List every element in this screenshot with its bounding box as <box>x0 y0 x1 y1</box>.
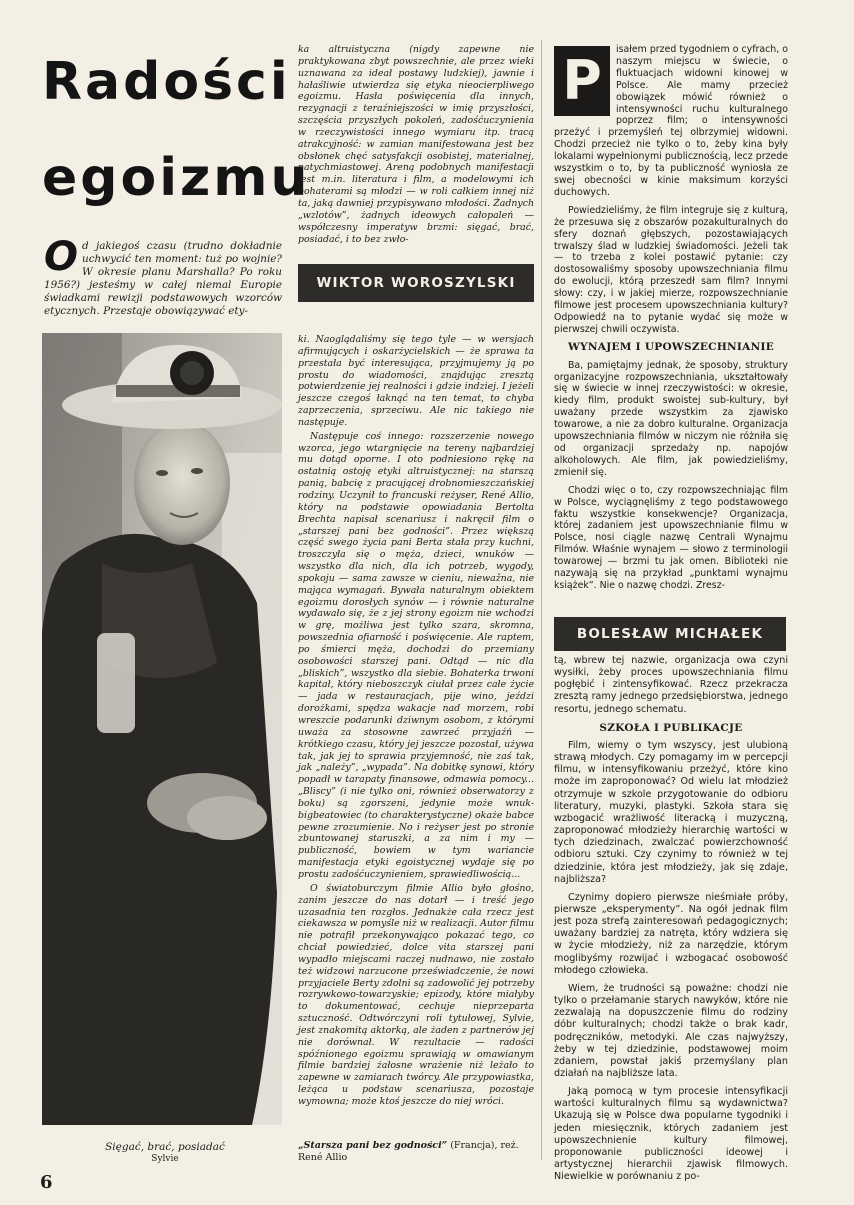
column-3-paragraph: Ba, pamiętajmy jednak, że sposoby, struktury organizacyjne rozpowszechniania, ukształtowały się w świecie w innej rzeczywistości: w okresie, kiedy film, produkt swoistej sub-kultury, był uważany przede wszystkim za zjawisko towarowe, a nie za dobro kulturalne. Organizacja upowszechniania filmów w niczym nie różniła się od organizacji sprzedaży np. napojów alkoholowych. Ale film, jak powiedzieliśmy, zmienił się. <box>554 359 788 478</box>
article-photo <box>42 333 282 1125</box>
column-3-paragraph: Powiedzieliśmy, że film integruje się z kulturą, że przesuwa się z obszarów pozakulturalnych do sfery doznań głębszych, pozostawiających trwalszy ślad w ludzkiej świadomości. Jeżeli tak — to trzeba z kolei postawić pytanie: czy dostosowaliśmy sposoby upowszechniania filmu do ewolucji, którą przeszedł sam film? Innymi słowy: czy, i w jakiej mierze, rozpowszechnianie filmowe jest procesem upowszechniania kultury? Odpowiedź na to pytanie wydać się może w pierwszej chwili oczywista. <box>554 204 788 335</box>
elderly-woman-photo <box>42 333 282 1125</box>
headline-line-2: egoizmu <box>42 148 311 208</box>
intro-drop-cap: O <box>44 234 79 280</box>
column-3-paragraph: Chodzi więc o to, czy rozpowszechniając film w Polsce, wyciągnęliśmy z tego podstawowego faktu wszystkie konsekwencje? Organizacja, której zadaniem jest upowszechnianie filmu w Polsce, nosi ciągle nazwę Centrali Wynajmu Filmów. Właśnie wynajem — słowo z terminologii towarowej — brzmi tu jak omen. Biblioteki nie nazywają się na przykład „punktami wynajmu książek”. Nie o nazwę chodzi. Zresz- <box>554 484 788 591</box>
photo-caption-title: Sięgać, brać, posiadać <box>105 1141 225 1153</box>
column-2-top-text: ka altruistyczna (nigdy zapewne nie praktykowana zbyt powszechnie, ale przez wieki uznawana za ideał postawy ludzkiej), jawnie i hałaśliwie utwierdza się etyka nieocierpliwego egoizmu. Hasła poświęcenia dla innych, rezygnacji z teraźniejszości w imię przyszłości, szczęścia przyszłych pokoleń, zadośćuczynienia w rzeczywistości innego wymiaru itp. tracą atrakcyjność: w zamian manifestowana jest bez obsłonek chęć satysfakcji osobistej, materialnej, natychmiastowej. Areną podobnych manifestacji jest m.in. literatura i film, a modelowymi ich bohaterami są młodzi — w roli całkiem innej niż ta, jaką dawniej przypisywano młodości. Żadnych „wzlotów”, żadnych ideowych całopaleń — współczesny imperatyw brzmi: sięgać, brać, posiadać, i to bez zwło- <box>298 44 534 245</box>
film-caption <box>298 1140 534 1164</box>
intro-text: d jakiegoś czasu (trudno dokładnie uchwycić ten moment: tuż po wojnie? W okresie planu Marshalla? Po roku 1956?) jesteśmy w całej niemal Europie świadkami rewizji podstawowych wzorców etycznych. Przestaje obowiązywać ety- <box>44 240 282 318</box>
column-3-top <box>554 44 788 598</box>
article-intro <box>44 234 282 319</box>
column-3-paragraph: Film, wiemy o tym wszyscy, jest ulubioną strawą młodych. Czy pomagamy im w percepcji filmu, w intensyfikowaniu przeżyć, które kino może im zaproponować? Od wielu lat młodzież otrzymuje w szkole przygotowanie do odbioru literatury, muzyki, plastyki. Szkoła stara się wzbogacić wrażliwość literacką i muzyczną, zaproponować młodzieży hierarchię wartości w tych dziedzinach, zwalczać powierzchowność odbioru sztuki. Czy czynimy to również w tej dziedzinie, która jest młodzieży, jak się zdaje, najbliższa? <box>554 739 788 885</box>
column-3-paragraph: Jaką pomocą w tym procesie intensyfikacji wartości kulturalnych filmu są wydawnictwa? Ukazują się w Polsce dwa popularne tygodniki i jeden miesięcznik, których zadaniem jest upowszechnienie kultury filmowej, proponowanie publiczności ideowej i artystycznej hierarchii zjawisk filmowych. Niewielkie w porównaniu z po- <box>554 1086 788 1183</box>
column-3-paragraph: Wiem, że trudności są poważne: chodzi nie tylko o przełamanie starych nawyków, które nie zezwalają na dopuszczenie filmu do rodziny dóbr kulturalnych; chodzi także o brak kadr, podręczników, metodyki. Ale czas najwyższy, żeby w tej dziedzinie, podstawowej moim zdaniem, powstał jakiś przemyślany plan działań na najbliższe lata. <box>554 982 788 1079</box>
section-subheading: SZKOŁA I PUBLIKACJE <box>599 721 743 734</box>
photo-caption <box>90 1141 240 1165</box>
column-3-paragraph: isałem przed tygodniem o cyfrach, o naszym miejscu w świecie, o fluktuacjach widowni kinowej w Polsce. Ale mamy przecież obowiązek mówić również o intensywności ruchu kulturalnego poprzez film; o intensywności przeżyć i przemyśleń tej olbrzymiej widowni. Chodzi przecież nie tylko o to, żeby kina były lokalami wypełnionymi publicznością, lecz przede wszystkim o to, by ta publiczność wyniosła ze swej obecności w kinie maksimum korzyści duchowych. <box>554 44 788 198</box>
article-headline <box>42 34 311 226</box>
column-3-drop-cap: P <box>554 46 610 116</box>
film-caption-details: (Francja), reż. René Allio <box>298 1140 519 1163</box>
page-number: 6 <box>40 1172 53 1193</box>
column-2-paragraph: Następuje coś innego: rozszerzenie nowego wzorca, jego wtargnięcie na tereny najbardziej mu dotąd oporne. I oto podniesiono rękę na ostatnią ostoję etyki altruistycznej: na starszą panią, babcię z pracującej drobnomieszczańskiej rodziny. Uczynił to francuski reżyser, René Allio, który na podstawie opowiadania Bertolta Brechta napisał scenariusz i nakręcił film o „starszej pani bez godności”. Przez większą część swego życia pani Berta stała przy kuchni, troszczyła się o męża, dzieci, wnuków — wszystko dla nich, dla ich potrzeb, wygody, spokoju — sama zawsze w cieniu, niewažna, nie mająca wymagań. Bywała naturalnym obiektem egoizmu dorosłych synów — i równie naturalne wydawało się, że z jej strony egoizm nie wchodzi w grę, możliwa jest tylko szara, skromna, powszednia ofiarność i poświęcenie. Ale raptem, po śmierci męża, dochodzi do przemiany osobowości starszej pani. Odtąd — nic dla „bliskich”, wszystko dla siebie. Bohaterka trwoni kapitał, który nieboszczyk ciułał przez całe życie — jada w restauracjach, pije wino, jeździ dorożkami, spędza wakacje nad morzem, robi wreszcie podarunki dziwnym osobom, z którymi uważa za stosowne zawrzeć przyjaźń — krótkiego czasu, który jej jeszcze pozostał, używa tak, jak jej to sprawia przyjemność, nie zaś tak, jak „należy”, „wypada”. Na dobitkę synowi, który popadł w tarapaty finansowe, odmawia pomocy... „Bliscy” (i nie tylko oni, również obserwatorzy z boku) są zgorszeni, jedynie może wnuk-bigbeatowiec (to charakterystyczne) okaże babce pewne zrozumienie. No i reżyser jest po stronie zbuntowanej staruszki, a za nim i my — publiczność, bowiem w tym wariancie manifestacja etyki egoistycznej wydaje się po prostu zadośćuczynieniem, sprawiedliwością... <box>298 430 534 880</box>
photo-caption-credit: Sylvie <box>151 1154 179 1164</box>
author-name-box: WIKTOR WOROSZYLSKI <box>298 264 534 302</box>
column-3-paragraph: Czynimy dopiero pierwsze nieśmiałe próby, pierwsze „eksperymenty”. Na ogół jednak film jest poza strefą zainteresowań pedagogicznych; uważany bardziej za natręta, który wdziera się w życie młodzieży, niż za narzędzie, którym moglibyśmy rozwijać i wzbogacać osobowość młodego człowieka. <box>554 891 788 976</box>
column-2-paragraph: O światoburczym filmie Allio było głośno, zanim jeszcze do nas dotarł — i treść jego uzasadnia ten rozgłos. Jednakże cała rzecz jest ciekawsza w pomyśle niż w realizacji. Autor filmu nie potrafił przekonywająco pokazać tego, co chciał powiedzieć, dolce vita starszej pani wypadło miejscami raczej nudnawo, nie zostało też widzowi narzucone przeświadczenie, że nowi przyjaciele Berty zdolni są zadowolić jej potrzeby rozrywkowo-towarzyskie; epizody, które miałyby to dokumentować, cechuje nieprzeparta sztuczność. Odtwórczyni roli tytułowej, Sylvie, jest znakomitą aktorką, ale żaden z partnerów jej nie dorównał. W rezultacie — radości spóźnionego egoizmu sprawiają w omawianym filmie bardziej żałosne wrażenie niż leżało to zapewne w zamiarach twórcy. Ale przypowiastka, leżąca u podstaw scenariusza, pozostaje wymowna; może ktoś jeszcze do niej wróci. <box>298 882 534 1107</box>
headline-line-1: Radości <box>42 52 291 112</box>
column-2-body <box>298 334 534 1110</box>
film-caption-title: „Starsza pani bez godności” <box>298 1140 448 1151</box>
section-subheading: WYNAJEM I UPOWSZECHNIANIE <box>567 340 775 353</box>
author-name-box: BOLESŁAW MICHAŁEK <box>554 617 786 651</box>
column-3-bottom <box>554 655 788 1189</box>
column-2-paragraph: ki. Naoglądaliśmy się tego tyle — w wersjach afirmujących i oskarżycielskich — że sprawa ta przestała być interesująca, przyjmujemy ją po prostu do wiadomości, znajdując zresztą potwierdzenie jej realności i gdzie indziej. I jeżeli jeszcze czegoś łaknąć na ten temat, to chyba zaprzeczenia, sprzeciwu. Ale nic takiego nie następuje. <box>298 334 534 428</box>
column-3-paragraph: tą, wbrew tej nazwie, organizacja owa czyni wysiłki, żeby proces upowszechniania filmu pogłębić i zintensyfikować. Rzecz przekracza zresztą ramy jednego przedsiębiorstwa, jednego resortu, jednego schematu. <box>554 655 788 715</box>
column-divider <box>541 40 542 1160</box>
